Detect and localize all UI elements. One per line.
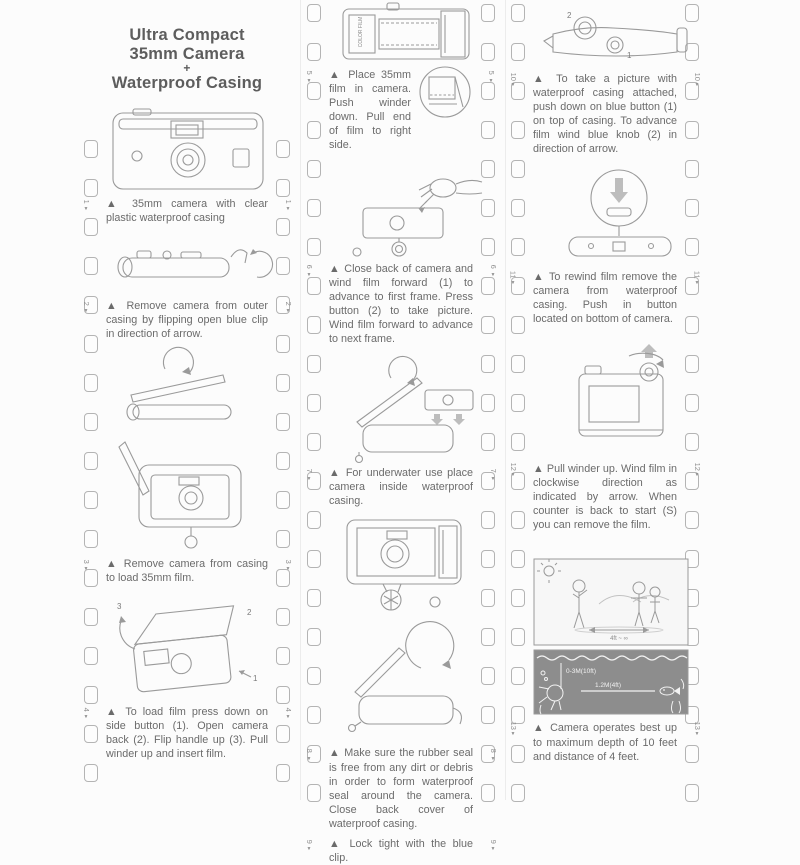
sprocket-hole xyxy=(481,316,495,334)
sprocket-hole xyxy=(307,784,321,802)
sprocket-hole xyxy=(307,316,321,334)
frame-number-marker: 12 ▼ xyxy=(508,462,518,478)
load-film-open-back-illustration xyxy=(107,591,267,701)
sprocket-rail-left xyxy=(84,140,98,782)
sprocket-hole xyxy=(307,628,321,646)
film-cartridge-label: COLOR FILM xyxy=(358,16,364,48)
frame-number-marker: 11 ▼ xyxy=(692,271,702,286)
title-line-1: Ultra Compact 35mm Camera xyxy=(129,26,245,63)
sprocket-hole xyxy=(511,472,525,490)
sprocket-hole xyxy=(685,277,699,295)
sprocket-hole xyxy=(481,82,495,100)
sprocket-hole xyxy=(511,355,525,373)
sprocket-hole xyxy=(276,491,290,509)
frame-number-marker: 10 ▼ xyxy=(692,72,702,88)
sprocket-hole xyxy=(276,374,290,392)
frame-number-marker: 5 ▼ xyxy=(486,70,496,84)
rewind-button-callout-illustration xyxy=(533,166,693,266)
step-caption: 4 ▼ 4 ▼ ▲ To load film press down on side button (1). Open camera back (2). Flip handle up (3). Pull winder up and insert film. xyxy=(106,705,268,761)
step-caption: 8 ▼ 8 ▼ ▲ Make sure the rubber seal is free from any dirt or debris in order to form waterproof seal around the camera. Close back cover of waterproof casing. xyxy=(329,746,473,830)
page-title xyxy=(106,26,268,93)
sprocket-hole xyxy=(307,394,321,412)
sprocket-hole xyxy=(84,413,98,431)
sprocket-rail-left xyxy=(511,4,525,802)
sprocket-hole xyxy=(481,121,495,139)
sprocket-hole xyxy=(307,238,321,256)
frame-number-marker: 10 ▼ xyxy=(508,72,518,88)
sprocket-hole xyxy=(481,43,495,61)
sprocket-hole xyxy=(511,667,525,685)
sprocket-hole xyxy=(307,277,321,295)
sprocket-hole xyxy=(84,686,98,704)
sprocket-hole xyxy=(84,218,98,236)
frame-number-marker: 4 ▼ xyxy=(283,707,293,721)
sprocket-hole xyxy=(685,745,699,763)
underwater-depth-label: 0-3M(10ft) xyxy=(566,668,596,676)
sprocket-hole xyxy=(307,706,321,724)
sprocket-hole xyxy=(276,569,290,587)
sprocket-hole xyxy=(276,686,290,704)
sprocket-hole xyxy=(307,472,321,490)
step-caption: 7 ▼ 7 ▼ ▲ For underwater use place camera inside waterproof casing. xyxy=(329,466,473,508)
beach-scene-illustration xyxy=(533,558,689,646)
sprocket-hole xyxy=(307,82,321,100)
step-caption: 5 ▼ 5 ▼ ▲ Place 35mm film in camera. Push winder down. Pull end of film to right side. xyxy=(329,68,411,152)
sprocket-hole xyxy=(511,316,525,334)
title-plus: + xyxy=(183,60,191,75)
sprocket-hole xyxy=(511,628,525,646)
sprocket-hole xyxy=(307,745,321,763)
sprocket-hole xyxy=(511,706,525,724)
step-caption: 6 ▼ 6 ▼ ▲ Close back of camera and wind film forward (1) to advance to first frame. Press button (2) to take picture. Wind film forward to advance to next frame. xyxy=(329,262,473,346)
open-casing-and-camera-illustration xyxy=(107,347,267,553)
sprocket-hole xyxy=(511,199,525,217)
sprocket-hole xyxy=(511,121,525,139)
sprocket-hole xyxy=(276,764,290,782)
film-tip-callout-illustration xyxy=(417,64,473,120)
sprocket-hole xyxy=(511,160,525,178)
sprocket-hole xyxy=(84,335,98,353)
sprocket-hole xyxy=(481,745,495,763)
sprocket-rail-right xyxy=(276,140,290,782)
sprocket-hole xyxy=(276,218,290,236)
sprocket-hole xyxy=(307,589,321,607)
step-caption: 9 ▼ 9 ▼ ▲ Lock tight with the blue clip. xyxy=(329,837,473,865)
frame-number-marker: 12 ▼ xyxy=(692,462,702,478)
underwater-scene-illustration xyxy=(533,649,689,715)
step-caption: 11 ▼ 11 ▼ ▲ To rewind film remove the camera from waterproof casing. Push in button located on bottom of camera. xyxy=(533,270,677,326)
film-strip-column-1 xyxy=(76,0,298,800)
wind-film-hand-illustration xyxy=(329,168,489,258)
sprocket-hole xyxy=(307,199,321,217)
frame-number-marker: 1 ▼ xyxy=(81,199,91,212)
sprocket-hole xyxy=(685,121,699,139)
sprocket-hole xyxy=(481,472,495,490)
label-3: 3 xyxy=(117,601,122,611)
sprocket-hole xyxy=(511,394,525,412)
frame-number-marker: 4 ▼ xyxy=(81,707,91,721)
film-loaded-in-camera-illustration xyxy=(329,2,479,64)
sprocket-hole xyxy=(511,589,525,607)
sprocket-hole xyxy=(307,160,321,178)
frame-number-marker: 5 ▼ xyxy=(304,70,314,84)
sprocket-hole xyxy=(481,4,495,22)
sprocket-hole xyxy=(511,4,525,22)
sprocket-hole xyxy=(276,608,290,626)
sprocket-hole xyxy=(481,277,495,295)
sprocket-rail-left xyxy=(307,4,321,802)
frame-number-marker: 2 ▼ xyxy=(283,301,293,315)
sprocket-hole xyxy=(276,179,290,197)
sprocket-hole xyxy=(84,764,98,782)
sprocket-hole xyxy=(276,530,290,548)
frame-number-marker: 6 ▼ xyxy=(304,264,314,278)
sprocket-hole xyxy=(84,569,98,587)
sprocket-hole xyxy=(84,257,98,275)
sprocket-hole xyxy=(276,647,290,665)
frame-number-marker: 9 ▼ xyxy=(488,839,498,853)
label-knob-2: 2 xyxy=(567,11,572,20)
frame-number-marker: 6 ▼ xyxy=(488,264,498,278)
sprocket-hole xyxy=(511,550,525,568)
sprocket-hole xyxy=(276,452,290,470)
sprocket-hole xyxy=(276,296,290,314)
sprocket-hole xyxy=(84,179,98,197)
label-button-1: 1 xyxy=(627,51,632,60)
sprocket-hole xyxy=(276,725,290,743)
sprocket-hole xyxy=(276,335,290,353)
frame-number-marker: 9 ▼ xyxy=(304,839,314,853)
sprocket-hole xyxy=(685,511,699,529)
frame-number-marker: 13 ▼ xyxy=(508,722,518,737)
sprocket-hole xyxy=(307,43,321,61)
sprocket-hole xyxy=(84,452,98,470)
sprocket-hole xyxy=(84,647,98,665)
sprocket-hole xyxy=(511,784,525,802)
step-caption: 2 ▼ 2 ▼ ▲ Remove camera from outer casing by flipping open blue clip in direction of arrow. xyxy=(106,299,268,341)
film-strip-column-3 xyxy=(503,0,707,800)
sprocket-hole xyxy=(511,433,525,451)
step-caption: 12 ▼ 12 ▼ ▲ Pull winder up. Wind film in clockwise direction as indicated by arrow. When counter is back to start (S) you can remove the film. xyxy=(533,462,677,532)
title-line-2: Waterproof Casing xyxy=(111,73,263,92)
frame-number-marker: 11 ▼ xyxy=(508,271,518,286)
sprocket-hole xyxy=(307,355,321,373)
sprocket-hole xyxy=(84,725,98,743)
frame-number-marker: 3 ▼ xyxy=(283,559,293,573)
sprocket-hole xyxy=(84,530,98,548)
sprocket-hole xyxy=(307,121,321,139)
sprocket-hole xyxy=(685,82,699,100)
sprocket-hole xyxy=(307,433,321,451)
step-caption: 13 ▼ 13 ▼ ▲ Camera operates best up to maximum depth of 10 feet and distance of 4 feet. xyxy=(533,721,677,763)
camera-in-casing-seal-illustration xyxy=(329,516,489,616)
sprocket-hole xyxy=(276,140,290,158)
close-casing-cover-illustration xyxy=(329,630,489,736)
frame-number-marker: 8 ▼ xyxy=(304,749,314,762)
sprocket-hole xyxy=(276,413,290,431)
sprocket-hole xyxy=(511,511,525,529)
sprocket-hole xyxy=(307,511,321,529)
underwater-distance-label: 1.2M(4ft) xyxy=(595,682,622,690)
label-2: 2 xyxy=(247,607,252,617)
sprocket-hole xyxy=(511,277,525,295)
frame-number-marker: 13 ▼ xyxy=(692,722,702,737)
sprocket-hole xyxy=(511,82,525,100)
sprocket-hole xyxy=(84,140,98,158)
sprocket-hole xyxy=(307,667,321,685)
step-caption: 10 ▼ 10 ▼ ▲ To take a picture with waterproof casing attached, push down on blue button (1) on top of casing. To advance film wind blue knob (2) in direction of arrow. xyxy=(533,72,677,156)
frame-number-marker: 3 ▼ xyxy=(81,559,91,573)
sprocket-hole xyxy=(84,491,98,509)
frame-number-marker: 1 ▼ xyxy=(283,199,293,212)
sprocket-hole xyxy=(84,374,98,392)
sprocket-hole xyxy=(685,784,699,802)
sprocket-hole xyxy=(511,745,525,763)
frame-number-marker: 7 ▼ xyxy=(488,469,498,482)
camera-in-casing-front-illustration xyxy=(107,107,267,193)
insert-camera-into-casing-illustration xyxy=(329,362,489,462)
sprocket-hole xyxy=(84,608,98,626)
sprocket-hole xyxy=(307,4,321,22)
label-1: 1 xyxy=(253,673,258,683)
sprocket-hole xyxy=(307,550,321,568)
sprocket-hole xyxy=(84,296,98,314)
frame-number-marker: 7 ▼ xyxy=(304,469,314,482)
film-strip-column-2 xyxy=(299,0,503,864)
sprocket-hole xyxy=(276,257,290,275)
sprocket-hole xyxy=(511,43,525,61)
sprocket-hole xyxy=(685,472,699,490)
step-caption: 1 ▼ 1 ▼ ▲ 35mm camera with clear plastic waterproof casing xyxy=(106,197,268,225)
beach-distance-label: 4ft ~ ∞ xyxy=(610,636,628,643)
rewind-winder-illustration xyxy=(533,342,693,458)
sprocket-hole xyxy=(511,238,525,256)
remove-from-casing-top-view-illustration xyxy=(107,231,267,295)
frame-number-marker: 8 ▼ xyxy=(488,749,498,762)
sprocket-hole xyxy=(685,316,699,334)
step-caption: 3 ▼ 3 ▼ ▲ Remove camera from casing to load 35mm film. xyxy=(106,557,268,585)
frame-number-marker: 2 ▼ xyxy=(81,301,91,315)
sprocket-hole xyxy=(481,784,495,802)
casing-top-view-controls-illustration xyxy=(533,4,691,64)
